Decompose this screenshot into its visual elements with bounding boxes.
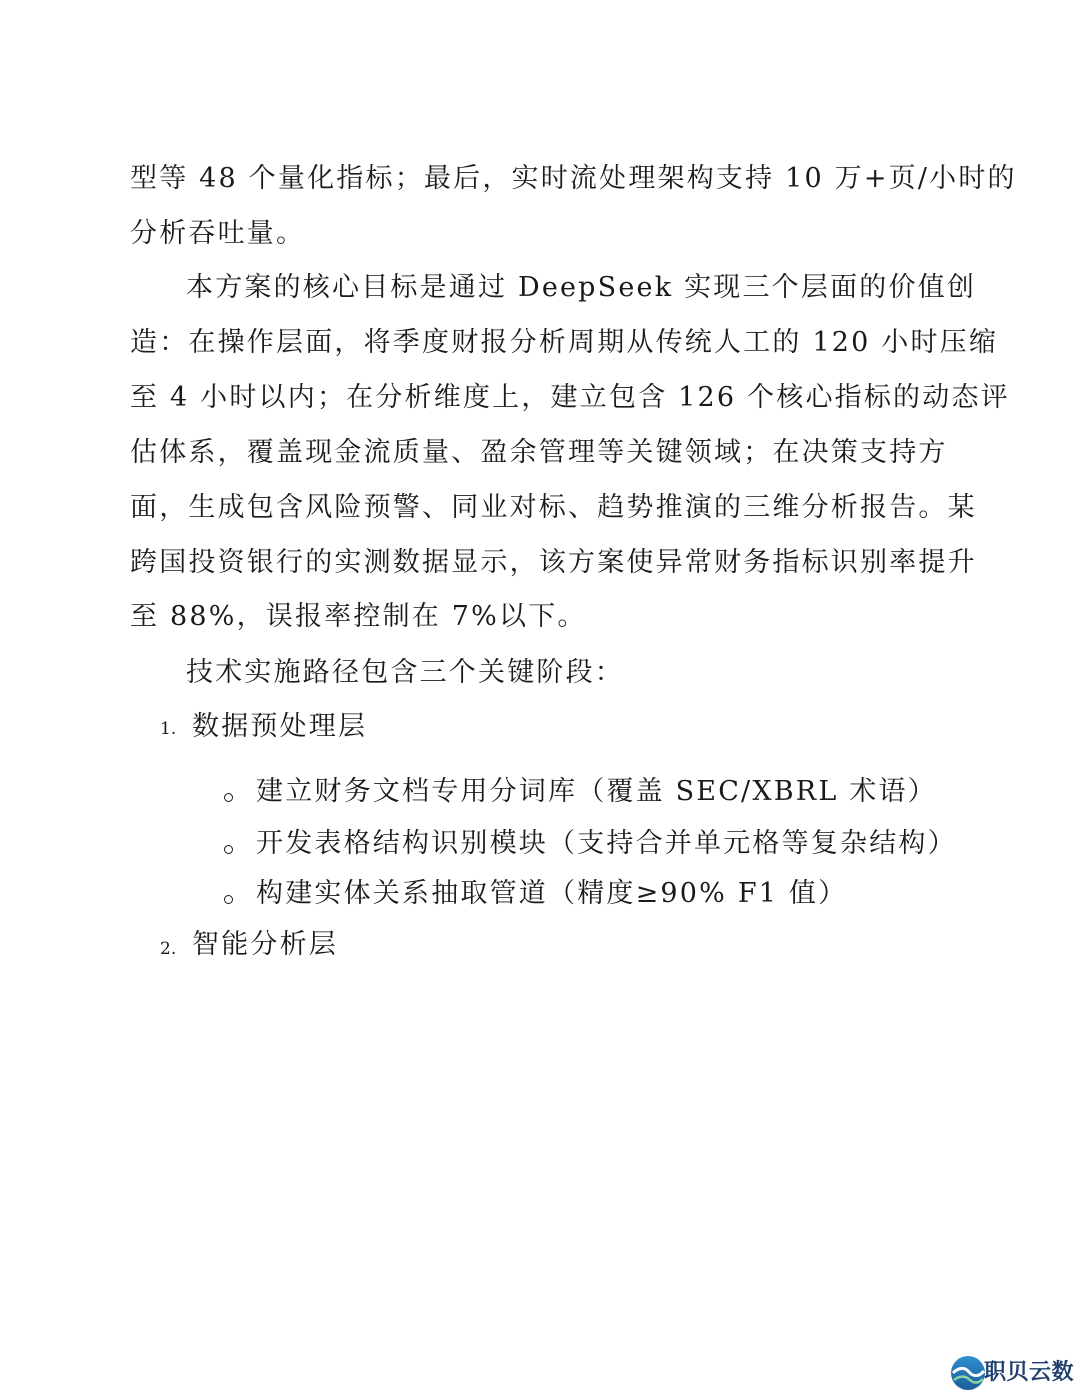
paragraph-2-line-1: 本方案的核心目标是通过 DeepSeek 实现三个层面的价值创 <box>186 272 977 303</box>
phase-number: 2. <box>160 939 177 959</box>
wave-logo-icon <box>950 1355 986 1391</box>
phase-number: 1. <box>160 719 177 739</box>
watermark <box>950 1355 1078 1393</box>
paragraph-2-line-3: 至 4 小时以内；在分析维度上，建立包含 126 个核心指标的动态评 <box>130 382 1010 413</box>
phase-title: 数据预处理层 <box>192 711 368 742</box>
paragraph-2-line-6: 跨国投资银行的实测数据显示，该方案使异常财务指标识别率提升 <box>130 547 977 578</box>
paragraph-3: 技术实施路径包含三个关键阶段： <box>186 657 624 688</box>
sub-item-text: 建立财务文档专用分词库（覆盖 SEC/XBRL 术语） <box>256 776 937 807</box>
hollow-circle-bullet-icon <box>224 845 233 854</box>
paragraph-1-line-1: 型等 48 个量化指标；最后，实时流处理架构支持 10 万+页/小时的 <box>130 163 1017 194</box>
paragraph-2-line-5: 面，生成包含风险预警、同业对标、趋势推演的三维分析报告。某 <box>130 492 977 523</box>
hollow-circle-bullet-icon <box>224 793 233 802</box>
phase-title: 智能分析层 <box>192 929 338 960</box>
paragraph-1-line-2: 分析吞吐量。 <box>130 218 306 249</box>
hollow-circle-bullet-icon <box>224 895 233 904</box>
sub-item-text: 开发表格结构识别模块（支持合并单元格等复杂结构） <box>256 828 957 859</box>
paragraph-2-line-7: 至 88%，误报率控制在 7%以下。 <box>130 601 587 632</box>
sub-item-text: 构建实体关系抽取管道（精度≥90% F1 值） <box>256 878 848 909</box>
paragraph-2-line-4: 估体系，覆盖现金流质量、盈余管理等关键领域；在决策支持方 <box>130 437 948 468</box>
paragraph-2-line-2: 造：在操作层面，将季度财报分析周期从传统人工的 120 小时压缩 <box>130 327 999 358</box>
watermark-text: 职贝云数 <box>984 1360 1075 1385</box>
